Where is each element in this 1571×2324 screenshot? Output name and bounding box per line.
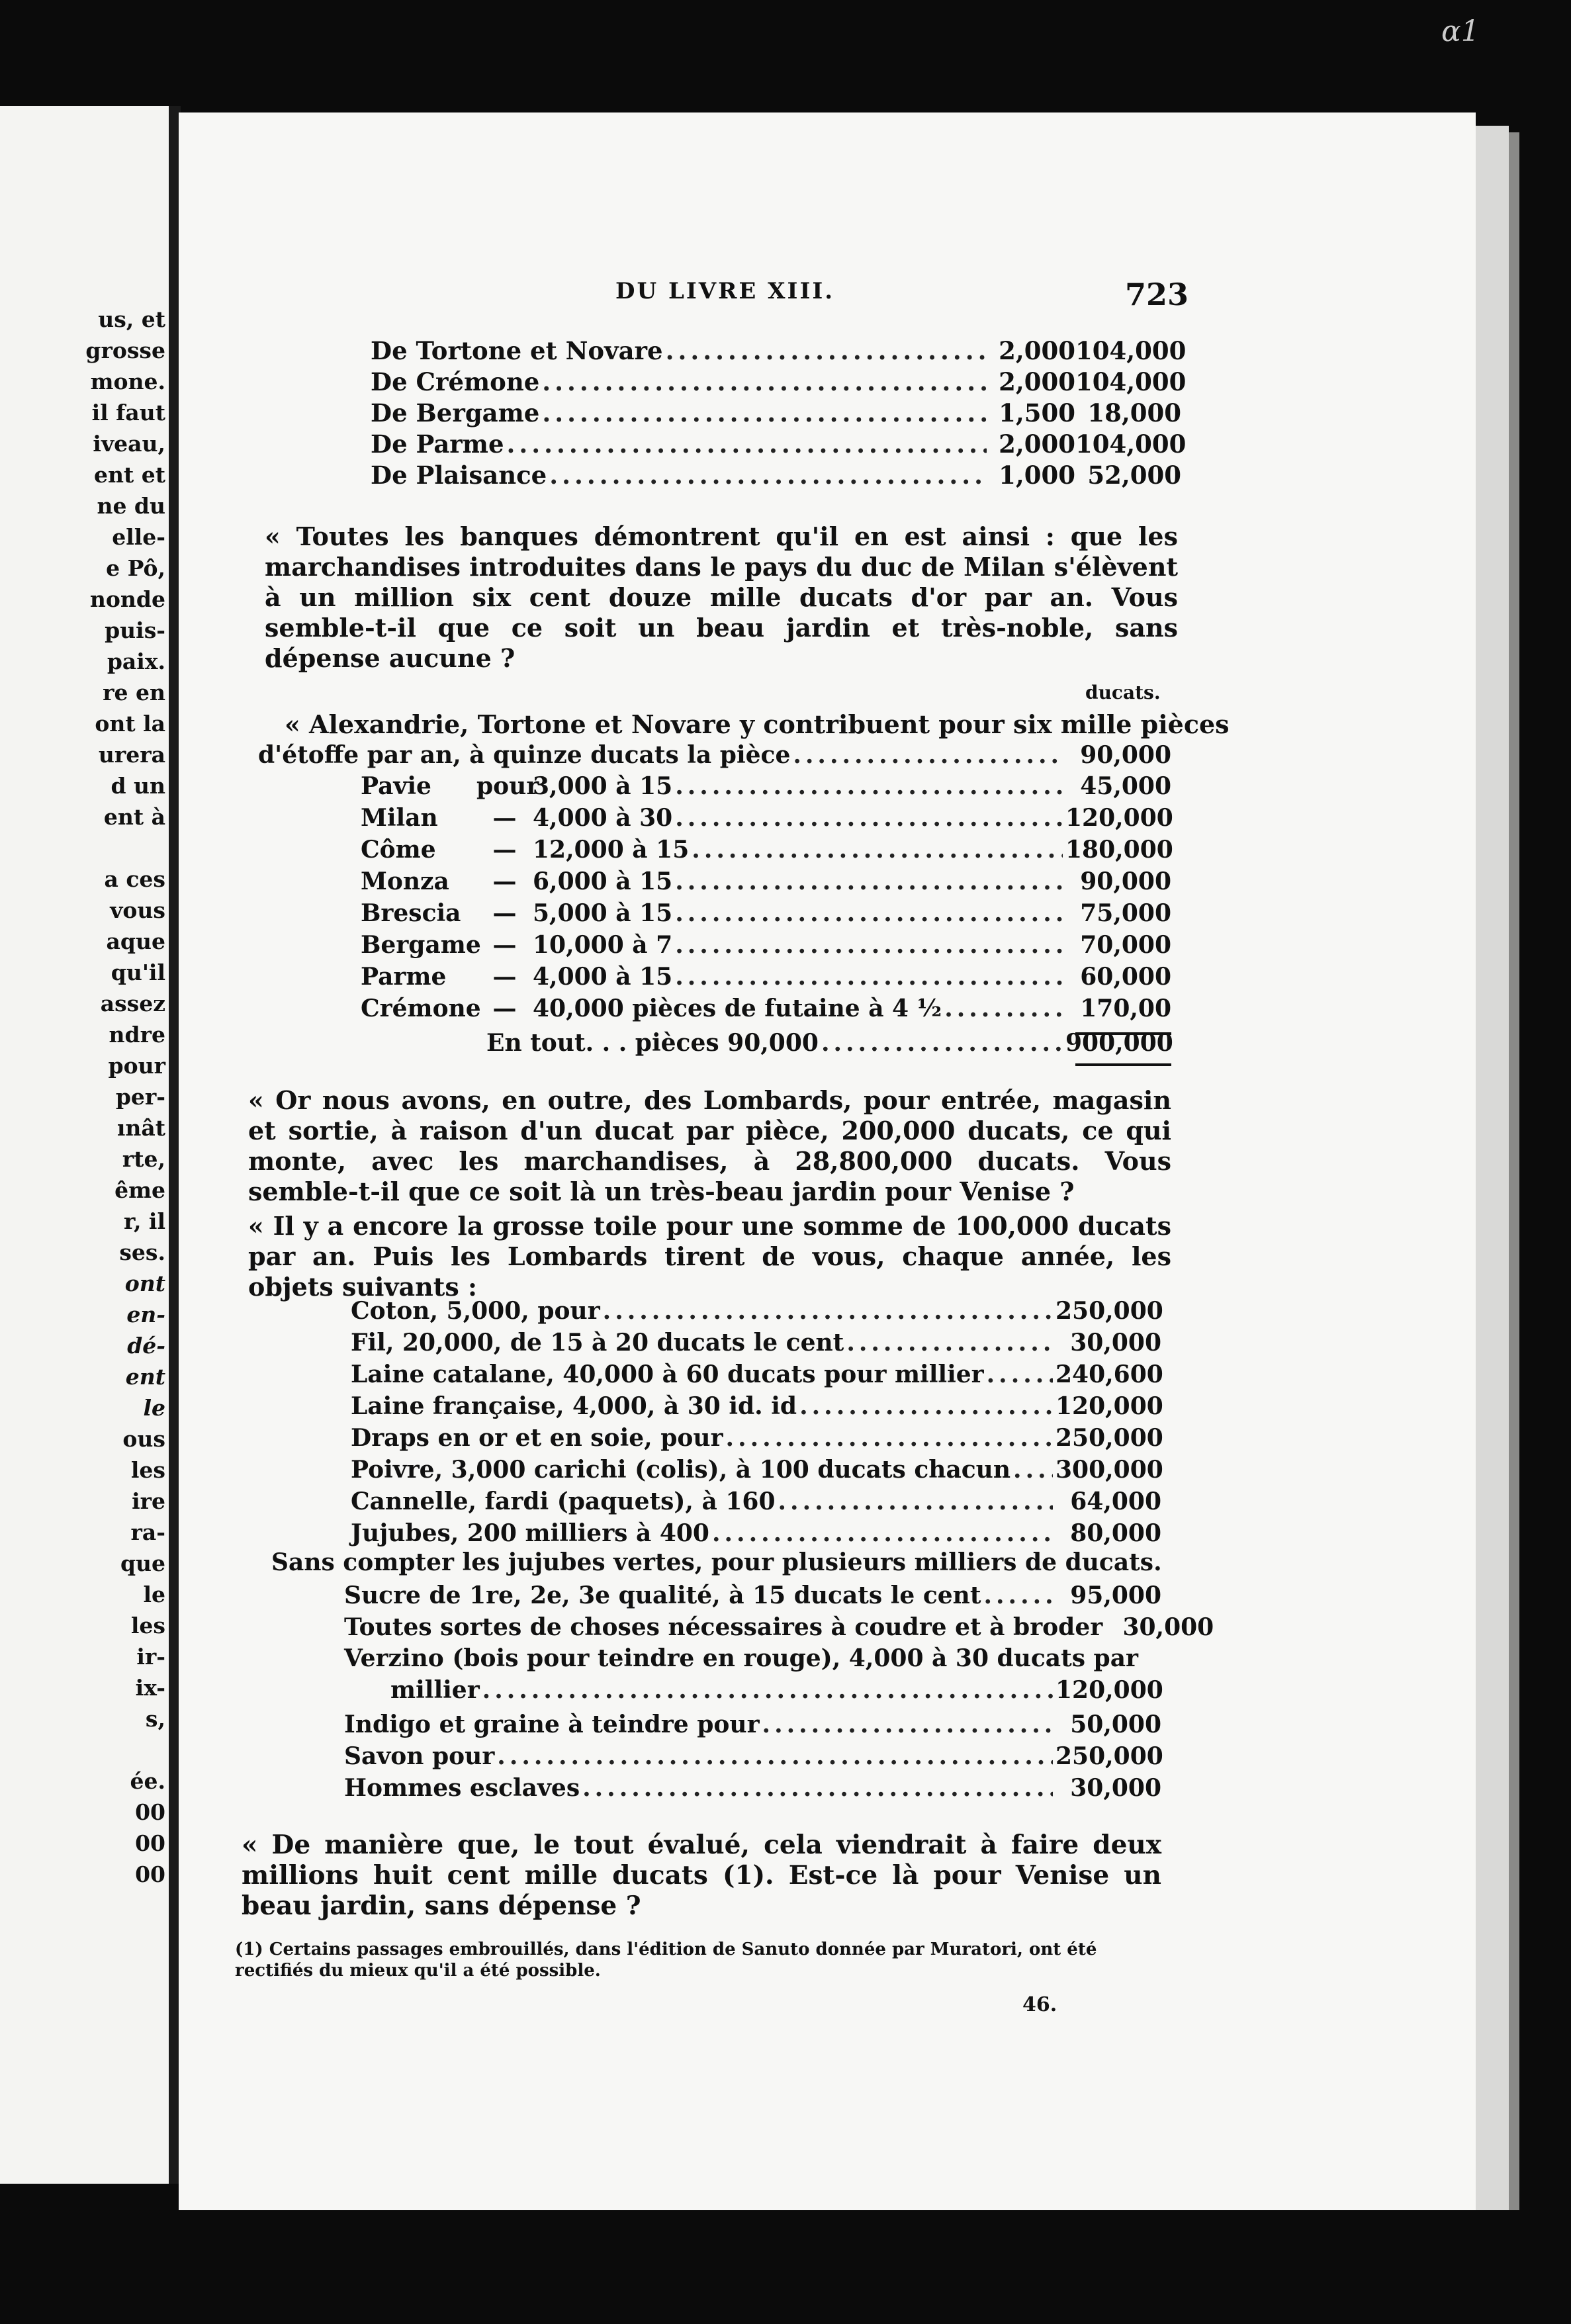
left-page-fragment: les (130, 1613, 165, 1638)
pieces-city: Côme (361, 836, 436, 864)
left-page-fragment: s, (145, 1706, 165, 1732)
left-page-fragment: re en (103, 680, 165, 705)
pieces-row (361, 772, 1171, 800)
city-value-b: 52,000 (1087, 461, 1181, 490)
left-page-fragment: r, il (123, 1208, 165, 1234)
left-page-fragment: a ces (104, 866, 165, 892)
total-label: En tout. . . pièces 90,000 (486, 1029, 819, 1057)
paragraph-conclusion: « De manière que, le tout évalué, cela viendrait à faire deux millions huit cent mille ducats (1). Est-ce là pour Venise un beau jardin, sans dépense ? (242, 1830, 1161, 1921)
goods-row (344, 1613, 1214, 1641)
goods-row (344, 1582, 1161, 1609)
pieces-separator: — (492, 804, 517, 832)
goods-row (344, 1774, 1161, 1802)
leader-dots (482, 1676, 1053, 1704)
pieces-city: Brescia (361, 899, 461, 927)
goods-row (351, 1424, 1161, 1452)
leader-dots (944, 995, 1063, 1022)
left-page-fragment: ent et (94, 462, 165, 488)
pieces-detail: 4,000 à 15 (533, 963, 673, 991)
left-page-fragment: nonde (89, 586, 165, 612)
goods-value: 30,000 (1070, 1774, 1161, 1802)
city-row (371, 336, 1187, 365)
city-label: De Parme (371, 429, 504, 459)
pieces-detail: 3,000 à 15 (533, 772, 673, 800)
city-value-a: 2,000 (999, 336, 1075, 365)
left-page-fragment: 00 (135, 1830, 165, 1856)
pieces-row (361, 899, 1171, 927)
leader-dots (582, 1774, 1053, 1802)
city-row (371, 429, 1187, 459)
goods-row (351, 1488, 1161, 1515)
page-edge (1476, 126, 1509, 2210)
city-label: De Plaisance (371, 461, 547, 490)
leader-dots (675, 899, 1063, 927)
goods-row (344, 1742, 1161, 1770)
goods-value: 95,000 (1070, 1582, 1161, 1609)
pieces-city: Pavie (361, 772, 431, 800)
leader-dots (675, 772, 1063, 800)
left-page-fragment: ent à (103, 804, 165, 830)
left-page-fragment: ée. (130, 1768, 165, 1794)
pieces-city: Parme (361, 963, 447, 991)
ducats-header: ducats. (1085, 682, 1161, 703)
leader-dots (603, 1297, 1053, 1325)
pieces-value: 60,000 (1080, 963, 1171, 991)
city-row (371, 398, 1181, 427)
goods-label: Fil, 20,000, de 15 à 20 ducats le cent (351, 1329, 844, 1357)
goods-row (351, 1392, 1161, 1420)
pieces-detail: 5,000 à 15 (533, 899, 673, 927)
city-label: De Bergame (371, 398, 540, 427)
city-value-b: 104,000 (1075, 429, 1187, 459)
total-value: 900,000 (1065, 1029, 1173, 1057)
pieces-row (361, 995, 1171, 1022)
goods-label: Laine catalane, 40,000 à 60 ducats pour millier (351, 1361, 984, 1388)
verzino-value: 120,000 (1055, 1676, 1163, 1704)
left-page-fragment: urera (98, 742, 165, 768)
city-value-a: 2,000 (999, 429, 1075, 459)
leader-dots (799, 1392, 1053, 1420)
left-page-fragment: us, et (98, 306, 165, 332)
left-page-fragment: aque (106, 928, 165, 954)
left-page-fragment: elle- (112, 524, 165, 550)
pieces-city: Monza (361, 868, 449, 895)
left-page-fragment: pour (108, 1053, 165, 1079)
goods-row (351, 1329, 1161, 1357)
pieces-row (361, 931, 1171, 959)
pieces-separator: — (492, 868, 517, 895)
page-edge-shadow (1509, 132, 1519, 2210)
goods-value: 30,000 (1070, 1329, 1161, 1357)
leader-dots (846, 1329, 1053, 1357)
total-row (486, 1029, 1171, 1057)
footnote: (1) Certains passages embrouillés, dans l'édition de Sanuto donnée par Muratori, ont été rectifiés du mieux qu'il a été possible. (235, 1940, 1097, 1981)
city-value-a: 2,000 (999, 367, 1075, 396)
pieces-row (361, 963, 1171, 991)
pieces-city: Bergame (361, 931, 481, 959)
left-facing-page (0, 106, 169, 2184)
goods-value: 300,000 (1055, 1456, 1163, 1484)
goods-value: 250,000 (1055, 1424, 1163, 1452)
alexandrie-value: 90,000 (1080, 741, 1171, 769)
left-page-fragment: ir- (136, 1644, 165, 1670)
page-number: 723 (1125, 277, 1189, 312)
goods-label: Coton, 5,000, pour (351, 1297, 600, 1325)
pieces-value: 120,000 (1065, 804, 1173, 832)
leader-dots (542, 367, 987, 396)
goods-label: Savon pour (344, 1742, 495, 1770)
left-page-fragment: ınât (116, 1115, 165, 1141)
left-page-fragment: 00 (135, 1861, 165, 1887)
left-page-fragment: ent (125, 1364, 165, 1390)
goods-row (351, 1361, 1161, 1388)
leader-dots (983, 1582, 1053, 1609)
left-page-fragment: d un (111, 773, 165, 799)
signature-mark: 46. (1022, 1993, 1057, 2016)
left-page-fragment: vous (110, 897, 165, 923)
goods-row (344, 1711, 1161, 1738)
goods-label: Laine française, 4,000, à 30 id. id (351, 1392, 797, 1420)
goods-value: 30,000 (1122, 1613, 1214, 1641)
pieces-value: 180,000 (1065, 836, 1173, 864)
left-page-fragment: ses. (119, 1239, 165, 1265)
verzino-row (390, 1676, 1161, 1704)
goods-label: Hommes esclaves (344, 1774, 580, 1802)
leader-dots (542, 398, 987, 427)
goods-label: Sucre de 1re, 2e, 3e qualité, à 15 ducats le cent (344, 1582, 981, 1609)
leader-dots (675, 804, 1063, 832)
left-page-fragment: en- (126, 1302, 165, 1327)
pieces-value: 70,000 (1080, 931, 1171, 959)
leader-dots (507, 429, 987, 459)
goods-value: 80,000 (1070, 1519, 1161, 1547)
goods-label: Toutes sortes de choses nécessaires à coudre et à broder (344, 1613, 1103, 1641)
city-label: De Crémone (371, 367, 540, 396)
city-row (371, 461, 1181, 490)
left-page-fragment: ne du (97, 493, 165, 519)
leader-dots (778, 1488, 1054, 1515)
leader-dots (675, 963, 1063, 991)
goods-label: Cannelle, fardi (paquets), à 160 (351, 1488, 776, 1515)
goods-label: Poivre, 3,000 carichi (colis), à 100 ducats chacun (351, 1456, 1011, 1484)
pieces-detail: 4,000 à 30 (533, 804, 673, 832)
left-page-fragment: 00 (135, 1799, 165, 1825)
city-row (371, 367, 1187, 396)
leader-dots (793, 741, 1063, 769)
goods-row (351, 1519, 1161, 1547)
leader-dots (987, 1361, 1053, 1388)
leader-dots (497, 1742, 1053, 1770)
leader-dots (666, 336, 987, 365)
verzino-line1: Verzino (bois pour teindre en rouge), 4,000 à 30 ducats par (344, 1644, 1139, 1672)
goods-value: 250,000 (1055, 1742, 1163, 1770)
left-page-fragment: per- (115, 1084, 165, 1110)
city-value-a: 1,500 (999, 398, 1075, 427)
left-page-fragment: ndre (109, 1022, 165, 1048)
pieces-city: Crémone (361, 995, 481, 1022)
goods-label: Jujubes, 200 milliers à 400 (351, 1519, 709, 1547)
leader-dots (1013, 1456, 1053, 1484)
left-page-fragment: ix- (135, 1675, 165, 1701)
pieces-separator: pour (476, 772, 539, 800)
pieces-separator: — (492, 899, 517, 927)
city-value-b: 18,000 (1087, 398, 1181, 427)
leader-dots (675, 868, 1063, 895)
leader-dots (821, 1029, 1063, 1057)
left-page-fragment: le (143, 1395, 165, 1421)
paragraph-lombards: « Or nous avons, en outre, des Lombards, pour entrée, magasin et sortie, à raison d'un ducat par pièce, 200,000 ducats, ce qui monte, avec les marchandises, à 28,800,000 ducats. Vous semble-t-il que ce soit là un très-beau jardin pour Venise ? (248, 1085, 1171, 1206)
leader-dots (762, 1711, 1053, 1738)
left-page-fragment: assez (100, 991, 165, 1016)
left-page-fragment: ont (124, 1271, 165, 1296)
pieces-detail: 12,000 à 15 (533, 836, 690, 864)
goods-row (351, 1297, 1161, 1325)
leader-dots (675, 931, 1063, 959)
left-page-fragment: ra- (130, 1519, 165, 1545)
pieces-value: 90,000 (1080, 868, 1171, 895)
sans-compter-line: Sans compter les jujubes vertes, pour plusieurs milliers de ducats. (271, 1548, 1162, 1576)
pieces-separator: — (492, 836, 517, 864)
left-page-fragment: mone. (90, 369, 165, 394)
running-head: DU LIVRE XIII. (615, 278, 835, 304)
left-page-fragment: ous (122, 1426, 165, 1452)
pieces-city: Milan (361, 804, 438, 832)
verzino-label: millier (390, 1676, 480, 1704)
left-page-fragment: ont la (95, 711, 165, 737)
goods-value: 240,600 (1055, 1361, 1163, 1388)
pieces-row (361, 868, 1171, 895)
left-page-fragment: rte, (122, 1146, 165, 1172)
left-page-fragment: e Pô, (106, 555, 165, 581)
pieces-row (361, 804, 1171, 832)
pieces-separator: — (492, 931, 517, 959)
pieces-detail: 10,000 à 7 (533, 931, 673, 959)
pieces-separator: — (492, 995, 517, 1022)
left-page-fragment: les (130, 1457, 165, 1483)
city-label: De Tortone et Novare (371, 336, 663, 365)
goods-label: Indigo et graine à teindre pour (344, 1711, 760, 1738)
paragraph-alexandrie-line1: « Alexandrie, Tortone et Novare y contribuent pour six mille pièces (285, 709, 1230, 739)
pieces-detail: 40,000 pièces de futaine à 4 ½ (533, 995, 942, 1022)
goods-value: 50,000 (1070, 1711, 1161, 1738)
left-page-fragment: paix. (107, 648, 165, 674)
city-value-a: 1,000 (999, 461, 1075, 490)
pieces-value: 170,00 (1080, 995, 1171, 1022)
left-page-fragment: puis- (105, 617, 165, 643)
left-page-fragment: dé- (127, 1333, 165, 1359)
pieces-separator: — (492, 963, 517, 991)
left-page-fragment: ire (132, 1488, 165, 1514)
leader-dots (712, 1519, 1053, 1547)
leader-dots (549, 461, 987, 490)
city-value-b: 104,000 (1075, 367, 1187, 396)
goods-row (351, 1456, 1161, 1484)
goods-label: Draps en or et en soie, pour (351, 1424, 723, 1452)
pieces-value: 75,000 (1080, 899, 1171, 927)
total-rule-bottom (1075, 1063, 1171, 1066)
left-page-fragment: iveau, (93, 431, 165, 457)
left-page-fragment: ême (114, 1177, 165, 1203)
goods-value: 64,000 (1070, 1488, 1161, 1515)
left-page-fragment: que (120, 1550, 165, 1576)
paragraph-banques: « Toutes les banques démontrent qu'il en est ainsi : que les marchandises introduites dans le pays du duc de Milan s'élèvent à un million six cent douze mille ducats d'or par an. Vous semble-t-il que ce soit un beau jardin et très-noble, sans dépense aucune ? (265, 521, 1178, 673)
leader-dots (726, 1424, 1053, 1452)
leader-dots (692, 836, 1063, 864)
alexandrie-label: d'étoffe par an, à quinze ducats la pièce (258, 741, 791, 769)
pieces-row (361, 836, 1171, 864)
goods-value: 250,000 (1055, 1297, 1163, 1325)
alexandrie-row (258, 741, 1171, 769)
paragraph-grosse-toile: « Il y a encore la grosse toile pour une somme de 100,000 ducats par an. Puis les Lombards tirent de vous, chaque année, les objets suivants : (248, 1211, 1171, 1302)
left-page-fragment: grosse (85, 337, 165, 363)
city-value-b: 104,000 (1075, 336, 1187, 365)
left-page-fragment: il faut (91, 400, 165, 425)
left-page-fragment: qu'il (111, 960, 165, 985)
pieces-detail: 6,000 à 15 (533, 868, 673, 895)
left-page-fragment: le (143, 1582, 165, 1607)
pieces-value: 45,000 (1080, 772, 1171, 800)
corner-mark: ɑ1 (1441, 15, 1480, 48)
goods-value: 120,000 (1055, 1392, 1163, 1420)
